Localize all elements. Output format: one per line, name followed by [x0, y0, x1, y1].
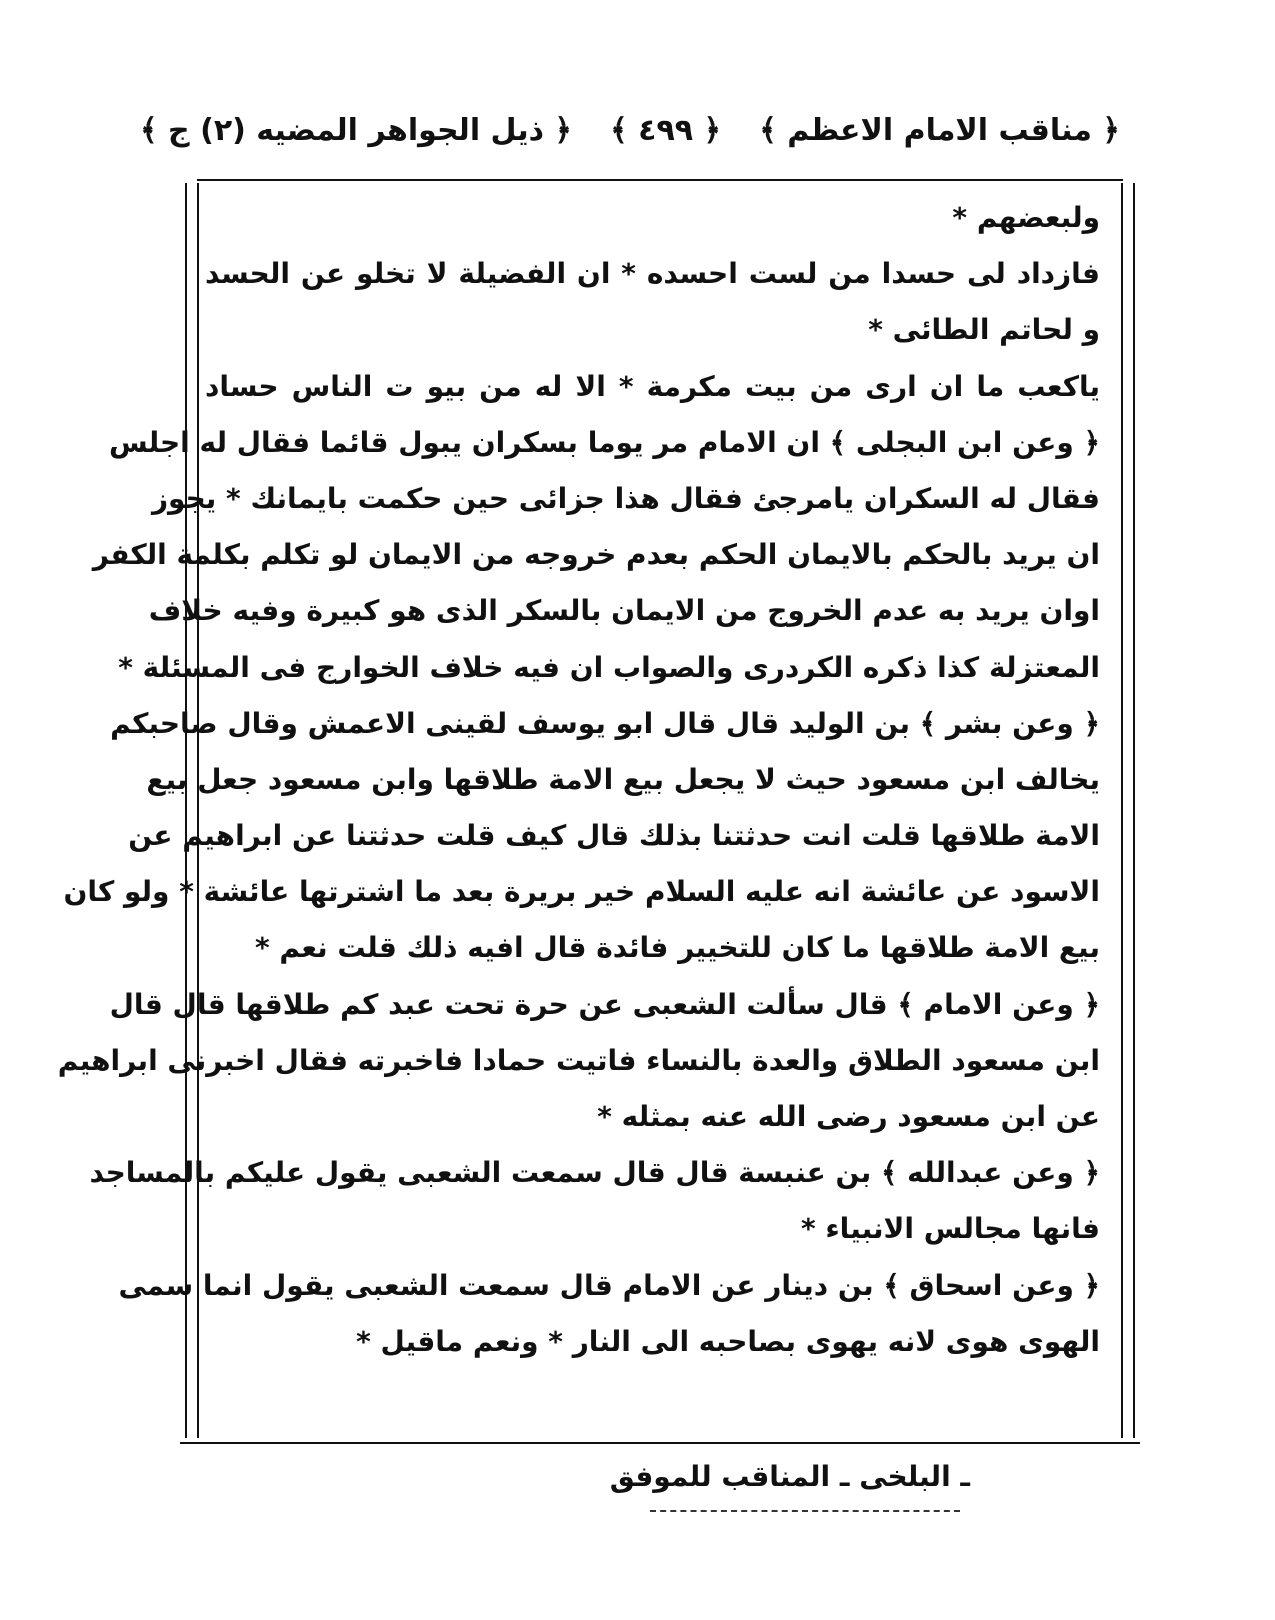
text-line: بیع الامة طلاقها ما کان للتخییر فائدة قال افیه ذلك قلت نعم * [255, 931, 1100, 965]
text-line: ﴿ وعن عبدالله ﴾ بن عنبسة قال قال سمعت الشعبی یقول علیکم بالمساجد [89, 1156, 1100, 1190]
header-page-number: ﴿ ٤٩٩ ﴾ [610, 112, 722, 148]
text-line: ﴿ وعن بشر ﴾ بن الولید قال قال ابو یوسف لقینی الاعمش وقال صاحبکم [110, 706, 1100, 740]
text-line: الهوی هوی لانه یهوی بصاحبه الی النار * ونعم ماقیل * [356, 1324, 1100, 1358]
frame-bottom-rule [180, 1442, 1140, 1444]
footnote: ـ البلخی ـ المناقب للموفق [609, 1460, 970, 1493]
header-book-title: ﴿ مناقب الامام الاعظم ﴾ [759, 112, 1120, 148]
text-line: الاسود عن عائشة انه علیه السلام خیر بریرة بعد ما اشترتها عائشة * ولو کان [63, 875, 1100, 909]
text-line: فقال له السکران یامرجئ فقال هذا جزائی حین حکمت بایمانك * یجوز [151, 481, 1100, 515]
text-line: الامة طلاقها قلت انت حدثتنا بذلك قال کیف قلت حدثتنا عن ابراهیم عن [128, 819, 1100, 853]
text-line: ابن مسعود الطلاق والعدة بالنساء فاتیت حمادا فاخبرته فقال اخبرنی ابراهیم [57, 1043, 1100, 1077]
text-line: ان یرید بالحکم بالایمان الحکم بعدم خروجه من الایمان لو تکلم بکلمة الکفر [92, 538, 1100, 572]
text-line: و لحاتم الطائی * [868, 313, 1100, 347]
frame-inner-rule-right [1121, 183, 1123, 1438]
text-line: ﴿ وعن اسحاق ﴾ بن دینار عن الامام قال سمعت الشعبی یقول انما سمی [118, 1268, 1100, 1302]
footnote-underline [650, 1510, 960, 1512]
header-supplement-title: ﴿ ذيل الجواهر المضيه (٢) ج ﴾ [140, 112, 573, 148]
page-header [140, 100, 1120, 160]
text-line: المعتزلة کذا ذکره الکردری والصواب ان فیه خلاف الخوارج فی المسئلة * [118, 650, 1100, 684]
text-line: ﴿ وعن ابن البجلی ﴾ ان الامام مر یوما بسکران یبول قائما فقال له اجلس [108, 425, 1100, 459]
main-text [57, 190, 1100, 1370]
text-line: یاکعب ما ان اری من بیت مکرمة * الا له من بیو ت الناس حساد [205, 369, 1100, 403]
text-line: فازداد لی حسدا من لست احسده * ان الفضيلة لا تخلو عن الحسد [205, 257, 1100, 291]
text-line: فانها مجالس الانبیاء * [800, 1212, 1100, 1246]
text-line: یخالف ابن مسعود حیث لا یجعل بیع الامة طلاقها وابن مسعود جعل بیع [146, 762, 1100, 796]
text-line: اوان یرید به عدم الخروج من الایمان بالسکر الذی هو کبیرة وفیه خلاف [148, 594, 1100, 628]
text-line: ﴿ وعن الامام ﴾ قال سألت الشعبی عن حرة تحت عبد کم طلاقها قال قال [109, 987, 1100, 1021]
text-line: ولبعضهم * [952, 201, 1100, 234]
text-line: عن ابن مسعود رضی الله عنه بمثله * [597, 1100, 1100, 1133]
